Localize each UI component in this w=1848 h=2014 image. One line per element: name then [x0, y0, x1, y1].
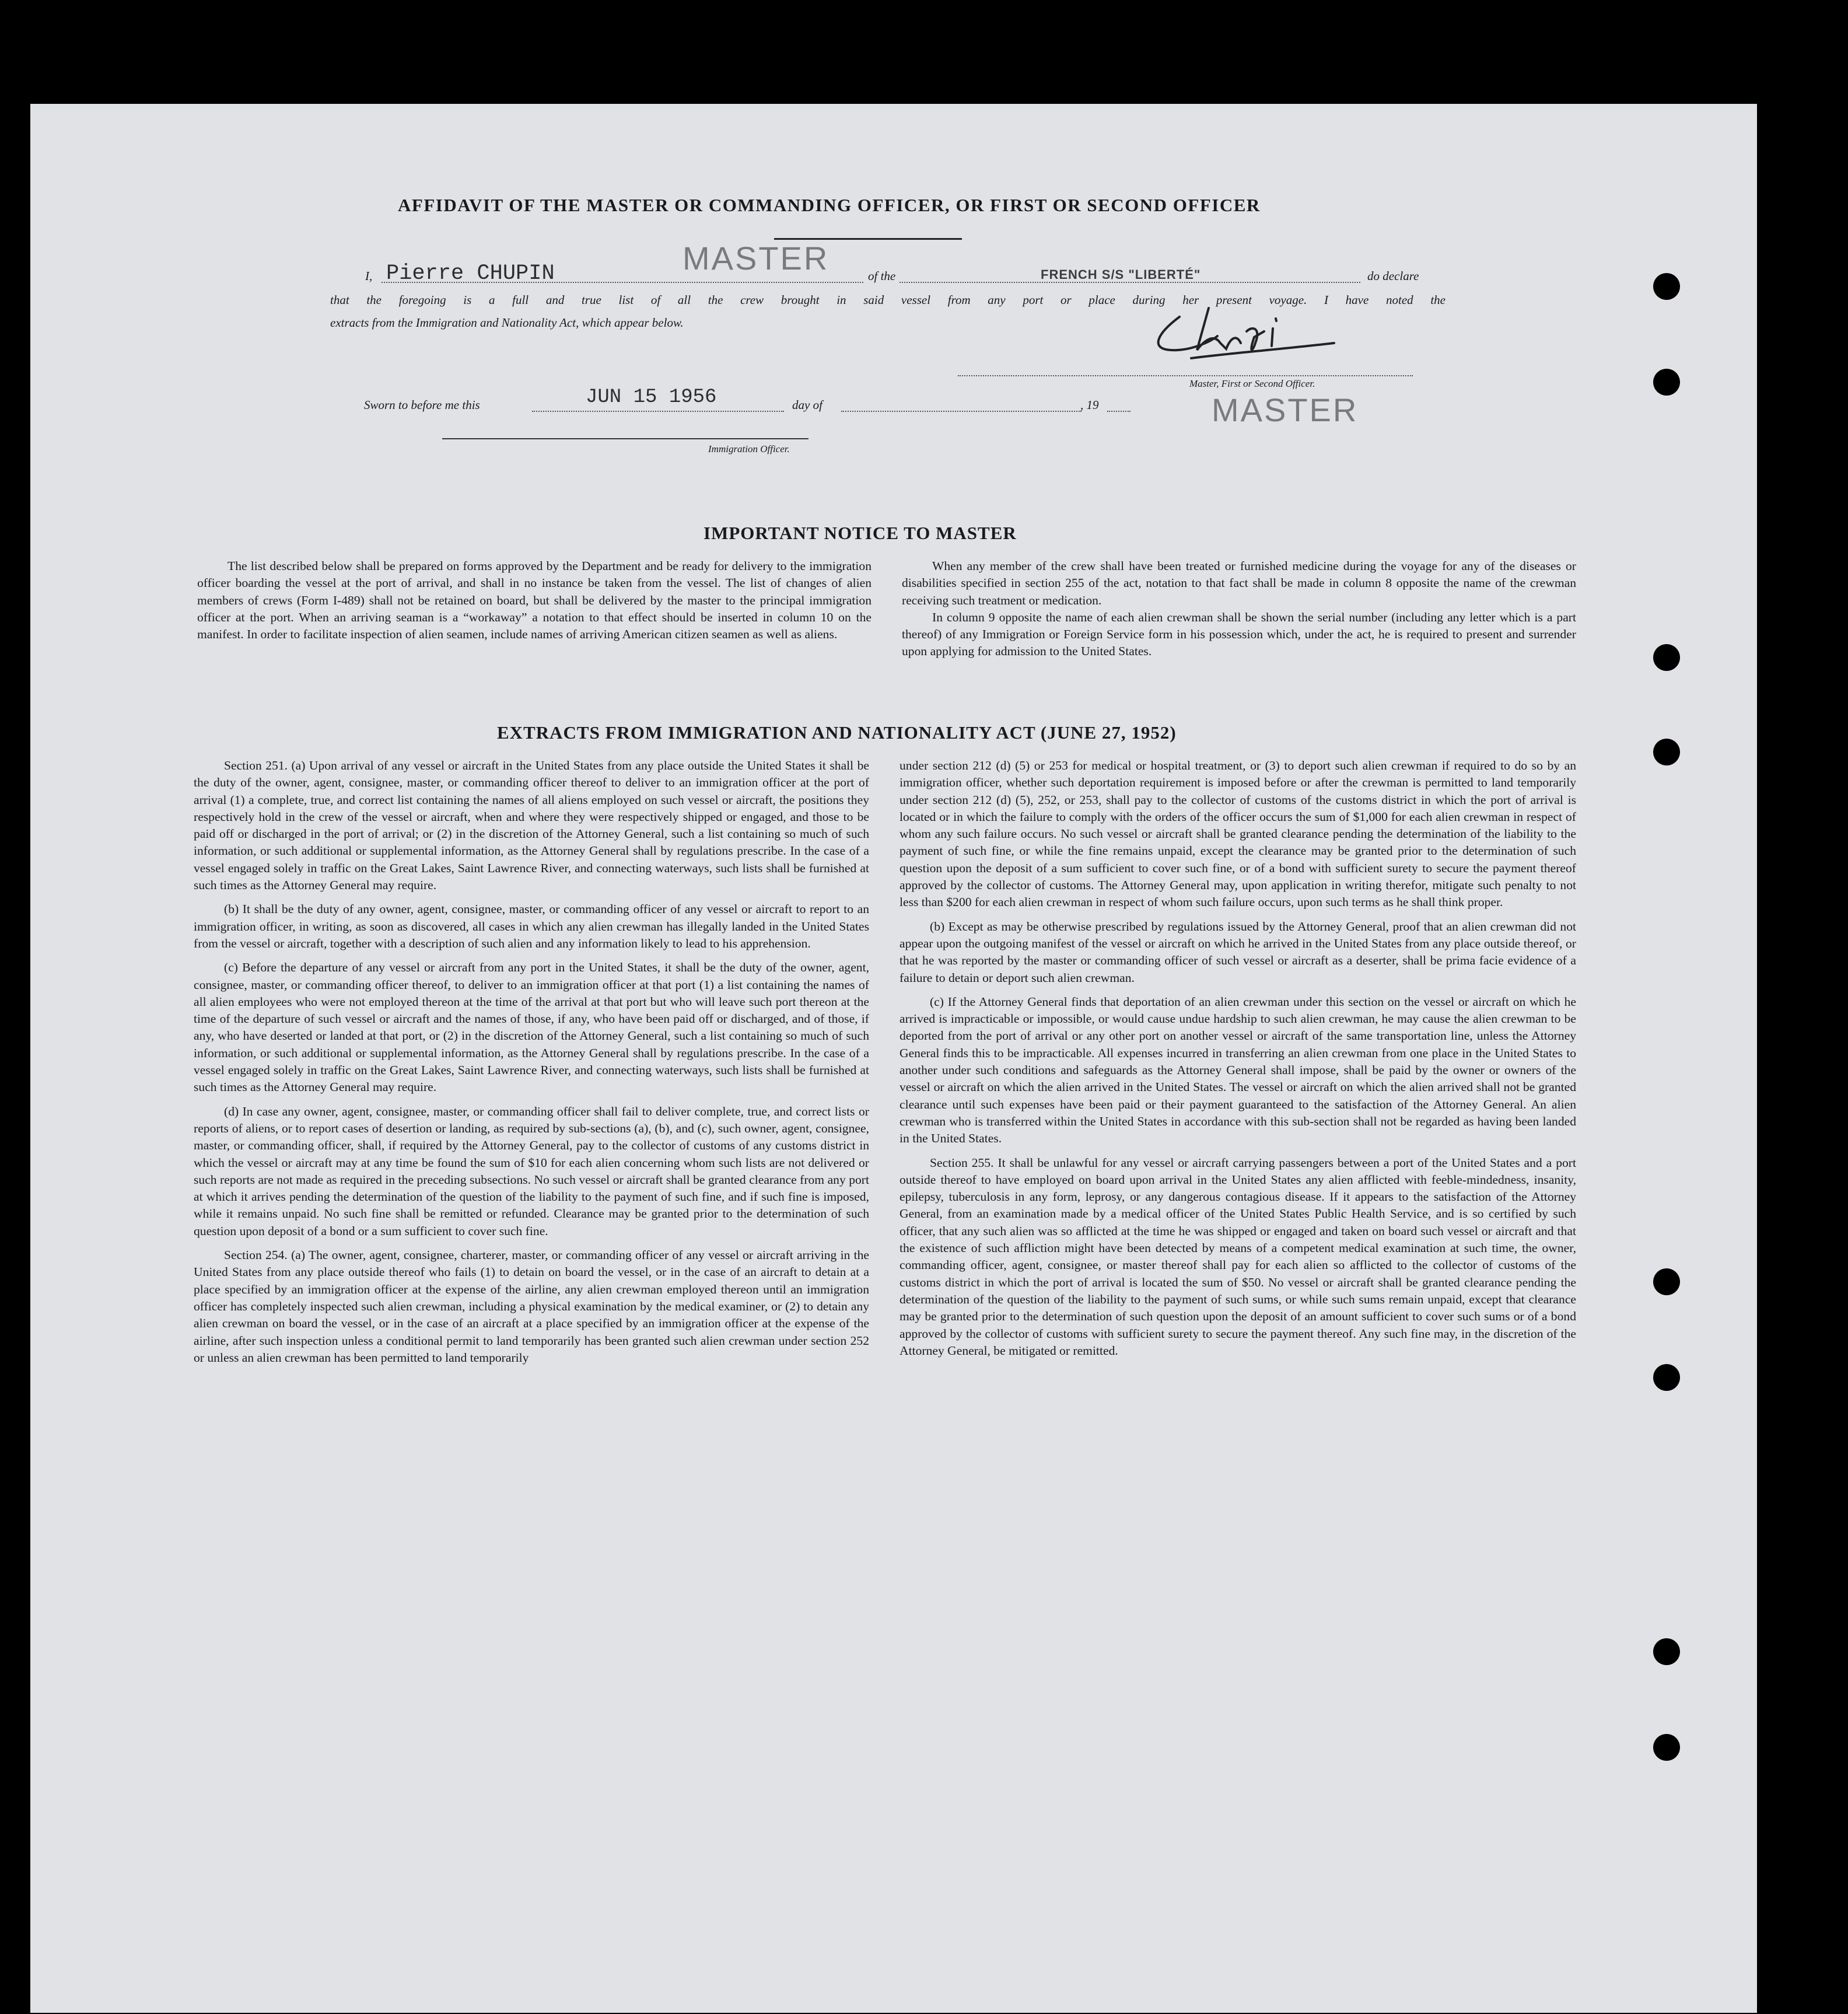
sworn-label: Sworn to before me this [364, 398, 480, 412]
binder-hole [1653, 1734, 1680, 1761]
document-page [30, 104, 1757, 2013]
day-of-label: day of [792, 398, 822, 412]
name-line [382, 282, 863, 283]
vessel-name: FRENCH S/S "LIBERTÉ" [1041, 267, 1201, 282]
binder-hole [1653, 1638, 1680, 1665]
extracts-right-column [900, 757, 1576, 1366]
binder-hole [1653, 273, 1680, 300]
extracts-left-column [194, 757, 869, 1373]
day-of-line [841, 411, 1082, 412]
notice-right-paragraph-2: In column 9 opposite the name of each alien crewman shall be shown the serial number (including any letter which is a part thereof) of any Immigration or Foreign Service form in his possession which, under the act, he is required to present and surrender upon applying for admission to the United States. [902, 610, 1576, 659]
of-the-label: of the [868, 269, 896, 283]
section-251-d: (d) In case any owner, agent, consignee, master, or commanding officer shall fail to deliver complete, true, and correct lists or reports of aliens, or to report cases of desertion or landing, as required by sub-sections (a), (b), and (c), such owner, agent, consignee, master, or commanding officer, shall, if required by the Attorney General, pay to the collector of customs of any customs district in which the vessel or aircraft may at any time be found the sum of $10 for each alien concerning whom such lists are not delivered or such reports are not made as required in the preceding subsections. No such vessel or aircraft shall be granted clearance from any port at which it arrives pending the determination of the question of the liability to the payment of such fine, and if such fine is imposed, while it remains unpaid. No such fine shall be remitted or refunded. Clearance may be granted prior to the determination of such question upon deposit of a bond or a sum sufficient to cover such fine. [194, 1104, 869, 1238]
signature-caption: Master, First or Second Officer. [1189, 378, 1315, 389]
master-stamp: MASTER [682, 240, 830, 277]
section-251-a: Section 251. (a) Upon arrival of any vessel or aircraft in the United States from any place outside the United States it shall be the duty of the owner, agent, consignee, master, or commanding officer thereof to deliver to an immigration officer at the port of arrival (1) a complete, true, and correct list containing the names of all aliens employed on such vessel or aircraft, the positions they respectively hold in the crew of the vessel or aircraft, when and where they were respectively shipped or engaged, and those to be paid off or discharged in the port of arrival; or (2) in the discretion of the Attorney General, such a list containing so much of such information, or such additional or supplemental information, as the Attorney General shall by regulations prescribe. In the case of a vessel engaged solely in traffic on the Great Lakes, Saint Lawrence River, and connecting waterways, such lists shall be furnished at such times as the Attorney General may require. [194, 758, 869, 893]
section-254-c: (c) If the Attorney General finds that deportation of an alien crewman under this section on the vessel or aircraft on which he arrived is impracticable or impossible, or would cause undue hardship to such alien crewman, he may cause the alien crewman to be deported from the port of arrival or any other port on another vessel or aircraft of the same transportation line, unless the Attorney General finds this to be impracticable. All expenses incurred in transferring an alien crewman from one place in the United States to another under such conditions and safeguards as the Attorney General shall impose, shall be paid by the owner or owners of the vessel or aircraft on which the alien arrived in the United States. The vessel or aircraft on which the alien arrived shall not be granted clearance until such expenses have been paid or their payment guaranteed to the satisfaction of the Attorney General. An alien crewman who is transferred within the United States in accordance with this sub-section shall not be regarded as having been landed in the United States. [900, 994, 1576, 1146]
binder-hole [1653, 1268, 1680, 1295]
year-label: , 19 [1080, 398, 1099, 412]
section-251-c: (c) Before the departure of any vessel or aircraft from any port in the United States, it shall be the duty of the owner, agent, consignee, master, or commanding officer thereof, to deliver to an immigration officer at that port (1) a list containing the names of all alien employees who were not employed thereon at the time of the arrival at that port but who will leave such port thereon at the time of the departure of such vessel or aircraft and the names of those, if any, who have been paid off or discharged, and of those, if any, who have deserted or landed at that port, or (2) in the discretion of the Attorney General, such a list containing so much of such information, or such additional or supplemental information, as the Attorney General shall by regulations prescribe. In the case of a vessel engaged solely in traffic on the Great Lakes, Saint Lawrence River, and connecting waterways, such lists shall be furnished at such times as the Attorney General may require. [194, 960, 869, 1095]
section-251-b: (b) It shall be the duty of any owner, agent, consignee, master, or commanding officer of any vessel or aircraft to report to an immigration officer, in writing, as soon as discovered, all cases in which any alien crewman has illegally landed in the United States from the vessel or aircraft, together with a description of such alien and any information likely to lead to his apprehension. [194, 902, 869, 950]
section-254-b: (b) Except as may be otherwise prescribed by regulations issued by the Attorney General, proof that an alien crewman did not appear upon the outgoing manifest of the vessel or aircraft on which he arrived in the United States from any place outside thereof, or that he was reported by the master or commanding officer of such vessel or aircraft as a deserter, shall be prima facie evidence of a failure to detain or deport such alien crewman. [900, 919, 1576, 985]
binder-hole [1653, 644, 1680, 671]
binder-hole [1653, 369, 1680, 396]
i-label: I, [365, 269, 373, 283]
notice-title: IMPORTANT NOTICE TO MASTER [704, 523, 1017, 543]
affidavit-title: AFFIDAVIT OF THE MASTER OR COMMANDING OFFICER, OR FIRST OR SECOND OFFICER [398, 195, 1261, 215]
master-stamp-2: MASTER [1212, 391, 1359, 428]
sworn-date: JUN 15 1956 [586, 386, 717, 408]
section-255: Section 255. It shall be unlawful for any vessel or aircraft carrying passengers between a port of the United States and a port outside thereof to have employed on board upon arrival in the United States any alien afflicted with feeble-mindedness, insanity, epilepsy, tuberculosis in any form, leprosy, or any dangerous contagious disease. If it appears to the satisfaction of the Attorney General, from an examination made by a medical officer of the United States Public Health Service, and is so certified by such officer, that any such alien was so afflicted at the time he was shipped or engaged and taken on board such vessel or aircraft and that the existence of such affliction might have been detected by means of a competent medical examination at such time, the owner, commanding officer, agent, consignee, or master thereof shall pay for each alien so afflicted to the collector of customs of the customs district in which the port of arrival is located the sum of $50. No vessel or aircraft shall be granted clearance pending the determination of the question of the liability to the payment of such sums, or while such sums remain unpaid, except that clearance may be granted prior to the determination of such question upon the deposit of an amount sufficient to cover such sums or of a bond approved by the collector of customs with sufficient surety to secure the payment thereof. Any such fine may, in the discretion of the Attorney General, be mitigated or remitted. [900, 1155, 1576, 1358]
year-line [1107, 411, 1130, 412]
notice-left-paragraph: The list described below shall be prepared on forms approved by the Department and be ready for delivery to the immigration officer boarding the vessel at the port of arrival, and shall in no instance be taken from the vessel. The list of changes of alien members of crews (Form I-489) shall not be retained on board, but shall be delivered by the master to the principal immigration officer at the port. When an arriving seaman is a “workaway” a notation to that effect should be inserted in column 10 on the manifest. In order to facilitate inspection of alien seamen, include names of arriving American citizen seamen as well as aliens. [197, 559, 872, 642]
master-signature [1139, 302, 1349, 366]
binder-hole [1653, 1364, 1680, 1391]
notice-left-text [197, 558, 872, 650]
declaration-line-2: that the foregoing is a full and true list of all the crew brought in said vessel from any port or place during her present voyage. I have noted the [330, 293, 1446, 307]
notice-right-paragraph-1: When any member of the crew shall have been treated or furnished medicine during the voyage for any of the diseases or disabilities specified in section 255 of the act, notation to that fact shall be made in column 8 opposite the name of the crewman receiving such treatment or medication. [902, 559, 1576, 607]
section-254-a-continued: under section 212 (d) (5) or 253 for medical or hospital treatment, or (3) to deport such alien crewman if required to do so by an immigration officer, whether such deportation requirement is imposed before or after the crewman is permitted to land temporarily under section 212 (d) (5), 252, or 253, shall pay to the collector of customs of the customs district in which the port of arrival is located or in which the failure to comply with the orders of the officer occurs the sum of $1,000 for each alien crewman in respect of whom any such failure occurs. No such vessel or aircraft shall be granted clearance pending the determination of the liability to the payment of such fine, or while the fine remains unpaid, except the clearance may be granted prior to the determination of such question upon the deposit of a sum sufficient to cover such fine, or of a bond with sufficient surety to secure the payment thereof approved by the collector of customs. The Attorney General may, upon application in writing therefor, mitigate such penalty to not less than $200 for each alien crewman in respect of whom such failure occurs, upon such terms as he shall think proper. [900, 758, 1576, 910]
sworn-date-line [532, 411, 784, 412]
notice-right-text [902, 558, 1576, 667]
declaration-line-3: extracts from the Immigration and Nationality Act, which appear below. [330, 316, 684, 330]
do-declare-label: do declare [1367, 269, 1419, 283]
binder-hole [1653, 739, 1680, 765]
extracts-title: EXTRACTS FROM IMMIGRATION AND NATIONALITY ACT (JUNE 27, 1952) [497, 722, 1177, 743]
section-254-a: Section 254. (a) The owner, agent, consignee, charterer, master, or commanding officer of any vessel or aircraft arriving in the United States from any place outside thereof who fails (1) to detain on board the vessel, or in the case of an aircraft to detain at a place specified by an immigration officer at the expense of the airline, any alien crewman employed thereon until an immigration officer has completely inspected such alien crewman, including a physical examination by the medical examiner, or (2) to detain any alien crewman on board the vessel, or in the case of an aircraft at a place specified by an immigration officer at the expense of the airline, after such inspection unless a conditional permit to land temporarily has been granted such alien crewman under section 252 or unless an alien crewman has been permitted to land temporarily [194, 1248, 869, 1365]
officer-caption: Immigration Officer. [708, 443, 790, 454]
master-name: Pierre CHUPIN [386, 261, 555, 286]
signature-line [958, 375, 1413, 376]
officer-signature-line [442, 438, 808, 439]
